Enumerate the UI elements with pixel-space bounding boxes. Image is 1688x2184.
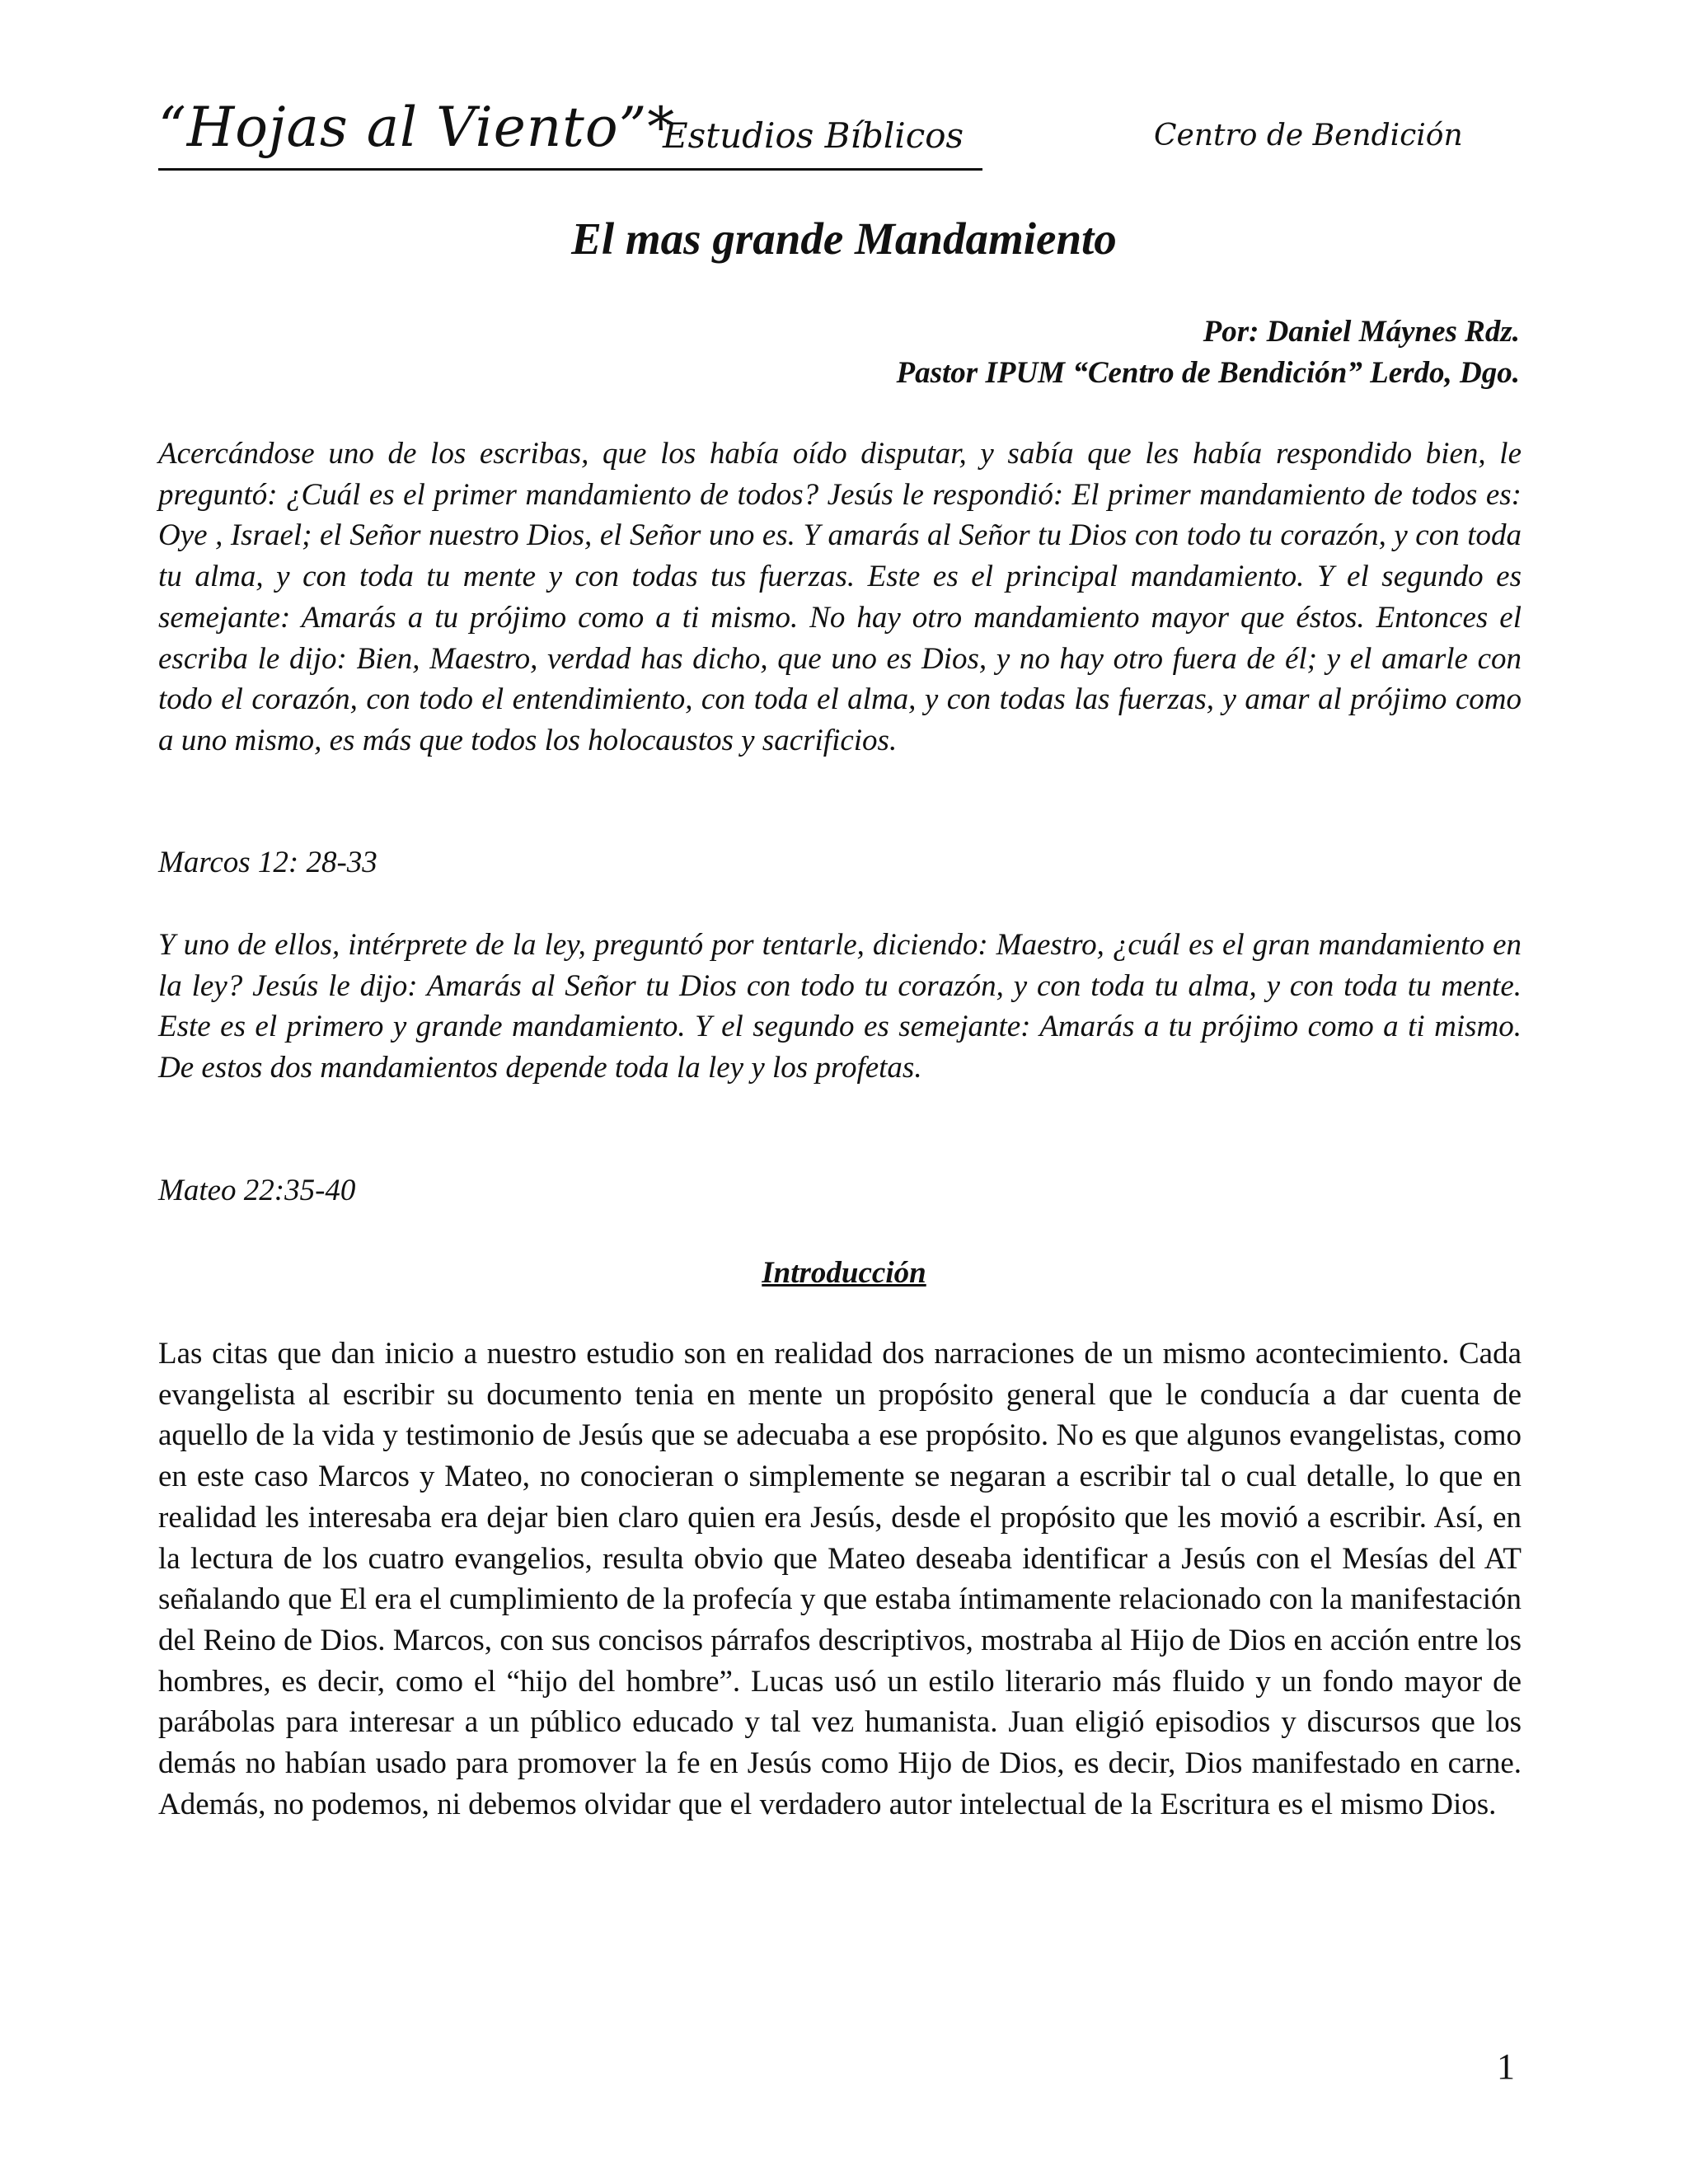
introduction-paragraph: Las citas que dan inicio a nuestro estudio son en realidad dos narraciones de un mismo acontecimiento. Cada evangelista al escribir su documento tenia en mente un propósito general que le conducía a dar cuenta de aquello de la vida y testimonio de Jesús que se adecuaba a ese propósito. No es que algunos evangelistas, como en este caso Marcos y Mateo, no conocieran o simplemente se negaran a escribir tal o cual detalle, lo que en realidad les interesaba era dejar bien claro quien era Jesús, desde el propósito que les movió a escribir. Así, en la lectura de los cuatro evangelios, resulta obvio que Mateo deseaba identificar a Jesús con el Mesías del AT señalando que El era el cumplimiento de la profecía y que estaba íntimamente relacionado con la manifestación del Reino de Dios. Marcos, con sus concisos párrafos descriptivos, mostraba al Hijo de Dios en acción entre los hombres, es decir, como el “hijo del hombre”. Lucas usó un estilo literario más fluido y un fondo mayor de parábolas para interesar a un público educado y tal vez humanista. Juan eligió episodios y discursos que los demás no habían usado para promover la fe en Jesús como Hijo de Dios, es decir, Dios manifestado en carne. Además, no podemos, ni debemos olvidar que el verdadero autor intelectual de la Escritura es el mismo Dios. xyxy=(158,1337,1522,1821)
document-title: El mas grande Mandamiento xyxy=(571,213,1117,264)
scripture-quote-mateo: Y uno de ellos, intérprete de la ley, preguntó por tentarle, diciendo: Maestro, ¿cuál es el gran mandamiento en la ley? Jesús le dijo: Amarás al Señor tu Dios con todo tu corazón, y con toda tu alma, y con toda tu mente. Este es el primero y grande mandamiento. Y el segundo es semejante: Amarás a tu prójimo como a ti mismo. De estos dos mandamientos depende toda la ley y los profetas. xyxy=(158,928,1522,1085)
series-subtitle: Estudios Bíblicos xyxy=(663,115,964,156)
author-line: Por: Daniel Máynes Rdz. xyxy=(1203,315,1520,349)
page-number: 1 xyxy=(1497,2046,1515,2087)
scripture-reference-mateo: Mateo 22:35-40 xyxy=(158,1174,356,1207)
series-title: “Hojas al Viento”* xyxy=(158,96,676,159)
scripture-quote-marcos: Acercándose uno de los escribas, que los había oído disputar, y sabía que les había respondido bien, le preguntó: ¿Cuál es el primer mandamiento de todos? Jesús le respondió: El primer mandamiento de todos es: Oye , Israel; el Señor nuestro Dios, el Señor uno es. Y amarás al Señor tu Dios con todo tu corazón, y con toda tu alma, y con toda tu mente y con todas tus fuerzas. Este es el principal mandamiento. Y el segundo es semejante: Amarás a tu prójimo como a ti mismo. No hay otro mandamiento mayor que éstos. Entonces el escriba le dijo: Bien, Maestro, verdad has dicho, que uno es Dios, y no hay otro fuera de él; y el amarle con todo el corazón, con todo el entendimiento, con toda el alma, y con todas las fuerzas, y amar al prójimo como a uno mismo, es más que todos los holocaustos y sacrificios. xyxy=(158,437,1522,757)
introduction-heading: Introducción xyxy=(762,1256,926,1290)
pastor-line: Pastor IPUM “Centro de Bendición” Lerdo, Dgo. xyxy=(896,356,1520,390)
scripture-reference-marcos: Marcos 12: 28-33 xyxy=(158,846,377,879)
organization-name: Centro de Bendición xyxy=(1154,119,1463,152)
byline xyxy=(366,312,1520,394)
page-header xyxy=(158,92,982,171)
